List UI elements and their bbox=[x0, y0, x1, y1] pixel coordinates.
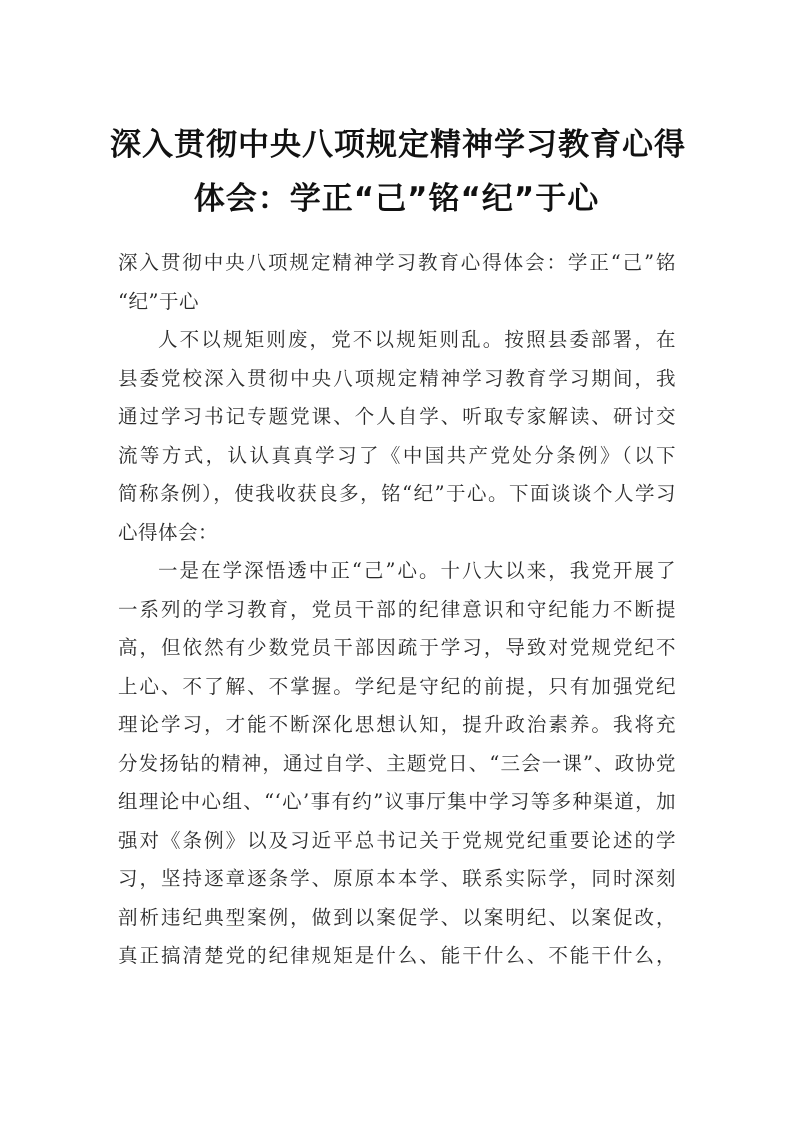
paragraph-line: 习，坚持逐章逐条学、原原本本学、联系实际学，同时深刻 bbox=[118, 867, 676, 890]
paragraph-line: 人不以规矩则废，党不以规矩则乱。按照县委部署，在 bbox=[158, 328, 676, 351]
paragraph-line: 强对《条例》以及习近平总书记关于党规党纪重要论述的学 bbox=[118, 828, 676, 852]
document-title bbox=[110, 118, 686, 226]
paragraph-line: 简称条例），使我收获良多，铭“纪”于心。下面谈谈个人学习 bbox=[118, 482, 676, 505]
paragraph-line: 真正搞清楚党的纪律规矩是什么、能干什么、不能干什么， bbox=[118, 944, 676, 967]
document-body bbox=[118, 244, 676, 976]
paragraph-line: 上心、不了解、不掌握。学纪是守纪的前提，只有加强党纪 bbox=[118, 674, 676, 698]
paragraph-line: 一系列的学习教育，党员干部的纪律意识和守纪能力不断提 bbox=[118, 597, 676, 621]
subtitle-line: “纪”于心 bbox=[118, 289, 199, 313]
paragraph-line: 通过学习书记专题党课、个人自学、听取专家解读、研讨交 bbox=[118, 405, 676, 428]
paragraph-line: 剖析违纪典型案例，做到以案促学、以案明纪、以案促改， bbox=[118, 905, 676, 929]
title-line: 体会：学正“己”铭“纪”于心 bbox=[193, 181, 600, 217]
paragraph-line: 组理论中心组、“‘心’事有约”议事厅集中学习等多种渠道，加 bbox=[118, 790, 676, 813]
paragraph-line: 一是在学深悟透中正“己”心。十八大以来，我党开展了 bbox=[158, 559, 676, 582]
paragraph-line: 理论学习，才能不断深化思想认知，提升政治素养。我将充 bbox=[118, 713, 676, 736]
paragraph-line: 县委党校深入贯彻中央八项规定精神学习教育学习期间，我 bbox=[118, 366, 676, 390]
title-line: 深入贯彻中央八项规定精神学习教育心得 bbox=[110, 127, 686, 163]
paragraph-line: 分发扬钻的精神，通过自学、主题党日、“三会一课”、政协党 bbox=[118, 751, 676, 775]
paragraph-line: 流等方式，认认真真学习了《中国共产党处分条例》（以下 bbox=[118, 443, 676, 467]
paragraph-line: 高，但依然有少数党员干部因疏于学习，导致对党规党纪不 bbox=[118, 636, 676, 659]
subtitle-line: 深入贯彻中央八项规定精神学习教育心得体会：学正“己”铭 bbox=[118, 251, 676, 274]
paragraph-line: 心得体会： bbox=[118, 520, 219, 544]
